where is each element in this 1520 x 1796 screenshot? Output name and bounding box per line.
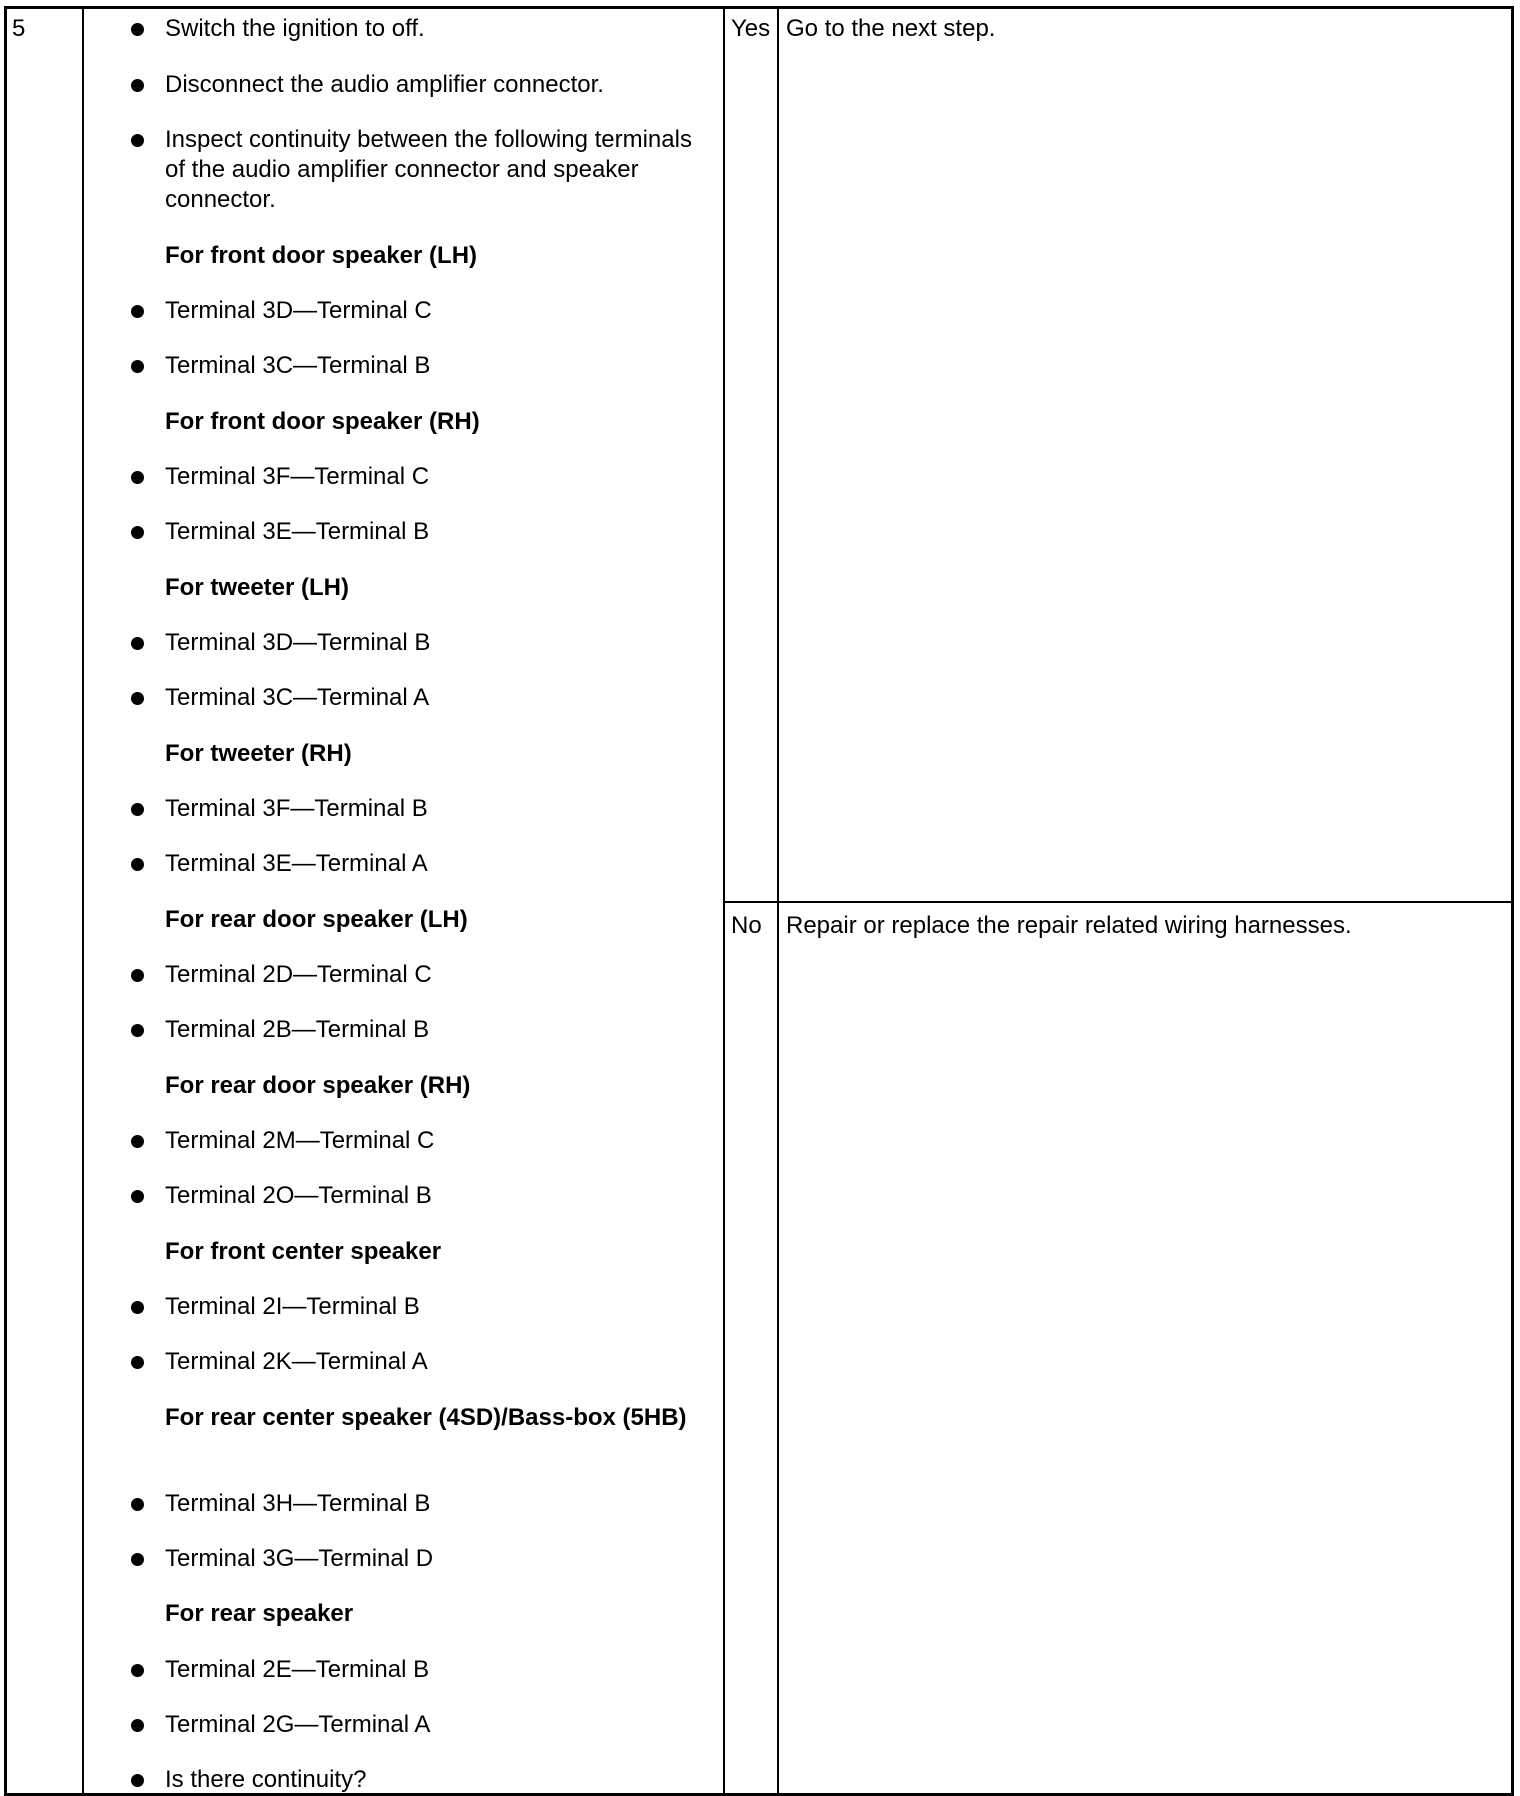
instruction-item: Terminal 2O—Terminal B	[165, 1181, 705, 1211]
speaker-section-heading: For rear center speaker (4SD)/Bass-box (5HB)	[165, 1404, 687, 1431]
row-divider-yes-no	[723, 901, 1511, 903]
speaker-section-heading: For rear speaker	[165, 1600, 354, 1627]
instruction-item: Terminal 2K—Terminal A	[165, 1347, 705, 1377]
step-number: 5	[12, 15, 26, 42]
column-divider-step	[82, 6, 84, 1796]
speaker-section-heading: For front door speaker (LH)	[165, 242, 478, 269]
instruction-item: Terminal 3E—Terminal A	[165, 849, 705, 879]
speaker-section-heading: For front door speaker (RH)	[165, 408, 480, 435]
instruction-item: Terminal 2I—Terminal B	[165, 1292, 705, 1322]
instruction-item: Inspect continuity between the following terminals of the audio amplifier connector and speaker connector.	[165, 125, 705, 215]
instruction-item: Terminal 3C—Terminal B	[165, 351, 705, 381]
instruction-item: Terminal 3F—Terminal B	[165, 794, 705, 824]
instruction-item: Switch the ignition to off.	[165, 14, 705, 44]
instruction-item: Terminal 3D—Terminal C	[165, 296, 705, 326]
instruction-item: Terminal 3C—Terminal A	[165, 683, 705, 713]
yes-label: Yes	[731, 15, 771, 42]
no-action: Repair or replace the repair related wiring harnesses.	[786, 912, 1352, 939]
instruction-item: Disconnect the audio amplifier connector.	[165, 70, 705, 100]
instruction-item: Terminal 3D—Terminal B	[165, 628, 705, 658]
speaker-section-heading: For tweeter (RH)	[165, 740, 352, 767]
instruction-item: Terminal 2B—Terminal B	[165, 1015, 705, 1045]
instruction-item: Terminal 2G—Terminal A	[165, 1710, 705, 1740]
no-label: No	[731, 912, 762, 939]
speaker-section-heading: For tweeter (LH)	[165, 574, 350, 601]
speaker-section-heading: For rear door speaker (RH)	[165, 1072, 471, 1099]
instruction-item: Terminal 2M—Terminal C	[165, 1126, 705, 1156]
instruction-item: Terminal 2E—Terminal B	[165, 1655, 705, 1685]
speaker-section-heading: For rear door speaker (LH)	[165, 906, 468, 933]
instruction-item: Terminal 3G—Terminal D	[165, 1544, 705, 1574]
instruction-item: Terminal 3F—Terminal C	[165, 462, 705, 492]
instruction-item: Terminal 3H—Terminal B	[165, 1489, 705, 1519]
speaker-section-heading: For front center speaker	[165, 1238, 442, 1265]
instruction-item: Terminal 3E—Terminal B	[165, 517, 705, 547]
instruction-item: Is there continuity?	[165, 1765, 705, 1795]
yes-action: Go to the next step.	[786, 15, 996, 42]
instruction-item: Terminal 2D—Terminal C	[165, 960, 705, 990]
